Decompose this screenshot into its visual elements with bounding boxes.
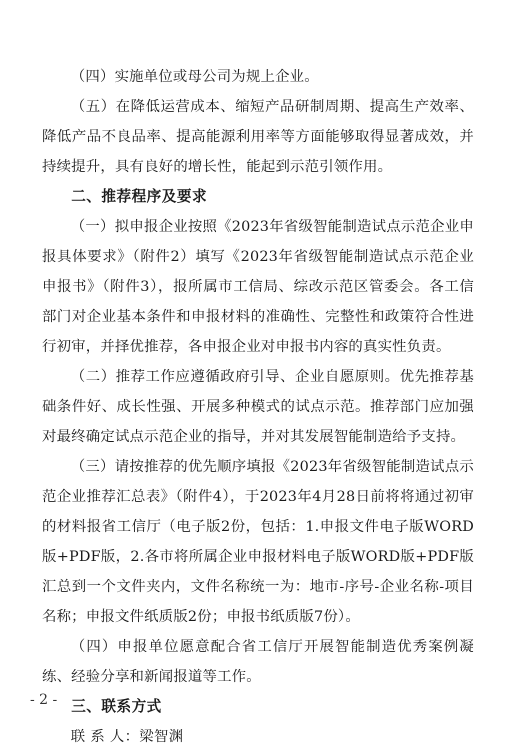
paragraph-item-4: （四）实施单位或母公司为规上企业。: [70, 69, 319, 85]
section-heading-contact: 三、联系方式: [71, 698, 162, 715]
section-heading-recommendation-procedure: 二、推荐程序及要求: [71, 188, 208, 205]
document-body: [42, 62, 474, 752]
paragraph-procedure-2: （二）推荐工作应遵循政府引导、企业自愿原则。优先推荐基础条件好、成长性强、开展多种模式的试点示范。推荐部门应加强对最终确定试点示范企业的指导，并对其发展智能制造给予支持。: [42, 369, 474, 445]
contact-person: 联 系 人：梁智渊: [70, 729, 184, 745]
paragraph-item-5: （五）在降低运营成本、缩短产品研制周期、提高生产效率、降低产品不良品率、提高能源利用率等方面能够取得显著成效，并持续提升，具有良好的增长性，能起到示范引领作用。: [42, 99, 474, 175]
paragraph-procedure-1: （一）拟申报企业按照《2023年省级智能制造试点示范企业申报具体要求》（附件2）填写《2023年省级智能制造试点示范企业申报书》（附件3），报所属市工信局、综改示范区管委会。各工信部门对企业基本条件和申报材料的准确性、完整性和政策符合性进行初审，并择优推荐，各申报企业对申报书内容的真实性负责。: [42, 219, 474, 355]
paragraph-procedure-4: （四）申报单位愿意配合省工信厅开展智能制造优秀案例凝练、经验分享和新闻报道等工作。: [42, 639, 474, 685]
page-number: - 2 -: [30, 692, 58, 708]
paragraph-procedure-3: （三）请按推荐的优先顺序填报《2023年省级智能制造试点示范企业推荐汇总表》（附件4），于2023年4月28日前将将通过初审的材料报省工信厅（电子版2份，包括：1.申报文件电子版WORD版+PDF版，2.各市将所属企业申报材料电子版WORD版+PDF版汇总到一个文件夹内，文件名称统一为：地市-序号-企业名称-项目名称；申报文件纸质版2份；申报书纸质版7份）。: [42, 459, 474, 625]
